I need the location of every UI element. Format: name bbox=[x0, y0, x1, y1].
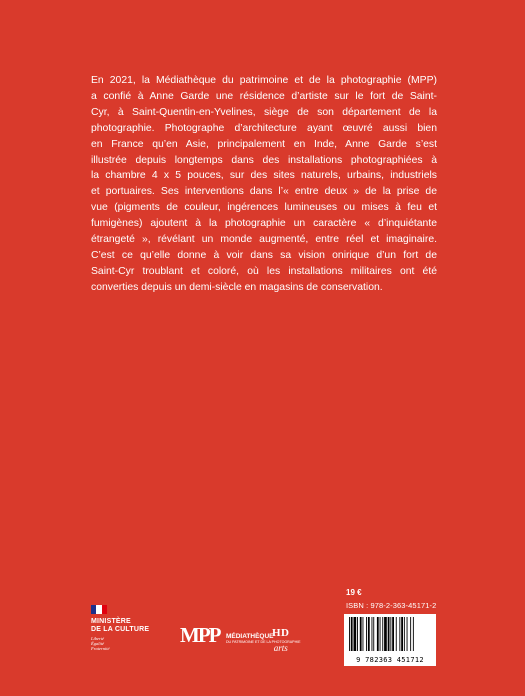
blurb-line: en France qu’en Asie, principalement en Inde, Anne Garde s’est bbox=[91, 138, 437, 150]
hd-mark: HD bbox=[272, 627, 290, 639]
blurb-line: vue (pigments de couleur, ingérences lumineuses ou mises à feu et bbox=[91, 202, 437, 214]
blurb-line: fumigènes) ajoutent à la photographie un caractère « d’inquiétante bbox=[91, 218, 437, 230]
motto-fraternite: Fraternité bbox=[91, 646, 110, 652]
isbn: ISBN : 978-2-363-45171-2 bbox=[346, 601, 437, 610]
blurb-line: En 2021, la Médiathèque du patrimoine et de la photographie (MPP) bbox=[91, 75, 437, 86]
mpp-subtitle: DU PATRIMOINE ET DE LA PHOTOGRAPHIE bbox=[225, 640, 301, 644]
blurb-line: la chambre 4 x 5 pouces, sur des sites naturels, urbains, industriels bbox=[91, 170, 437, 182]
barcode-digits: 9 782363 451712 bbox=[356, 656, 424, 664]
blurb-line: et portuaires. Ses interventions dans l’« entre deux » de la prise de bbox=[91, 186, 437, 198]
blurb-line: a confié à Anne Garde une résidence d’artiste sur le fort de Saint- bbox=[91, 90, 437, 102]
hd-arts: arts bbox=[273, 643, 288, 653]
ministere-motto bbox=[91, 636, 171, 652]
blurb-line: illustrée depuis longtemps dans des installations photographiées à bbox=[91, 154, 437, 166]
blurb-line: converties depuis un demi-siècle en magasins de conservation. bbox=[91, 281, 383, 293]
price: 19 € bbox=[346, 588, 362, 597]
back-cover-blurb bbox=[91, 73, 437, 296]
ministere-culture-logo bbox=[91, 605, 171, 652]
barcode-bars bbox=[347, 617, 433, 653]
blurb-line: Saint-Cyr troublant et coloré, où les installations militaires ont été bbox=[91, 265, 437, 277]
blurb-line: Cyr, à Saint-Quentin-en-Yvelines, siège de son département de la bbox=[91, 106, 437, 118]
ministere-line2: DE LA CULTURE bbox=[91, 626, 150, 633]
motto-egalite: Égalité bbox=[91, 641, 104, 647]
blurb-line: étrangeté », révélant un monde augmenté, entre réel et imaginaire. bbox=[91, 234, 437, 246]
mpp-name: MÉDIATHÈQUE bbox=[225, 633, 274, 640]
mpp-mark: MPP bbox=[180, 623, 220, 647]
french-flag-icon bbox=[91, 605, 107, 614]
ministere-line1: MINISTÈRE bbox=[91, 618, 131, 625]
motto-liberte: Liberté bbox=[91, 636, 104, 641]
barcode bbox=[344, 614, 436, 666]
blurb-line: photographie. Photographe d’architecture ayant œuvré aussi bien bbox=[91, 122, 437, 134]
blurb-line: C’est ce qu’elle donne à voir dans sa vision onirique d’un fort de bbox=[91, 249, 437, 261]
hd-arts-logo bbox=[272, 627, 290, 654]
